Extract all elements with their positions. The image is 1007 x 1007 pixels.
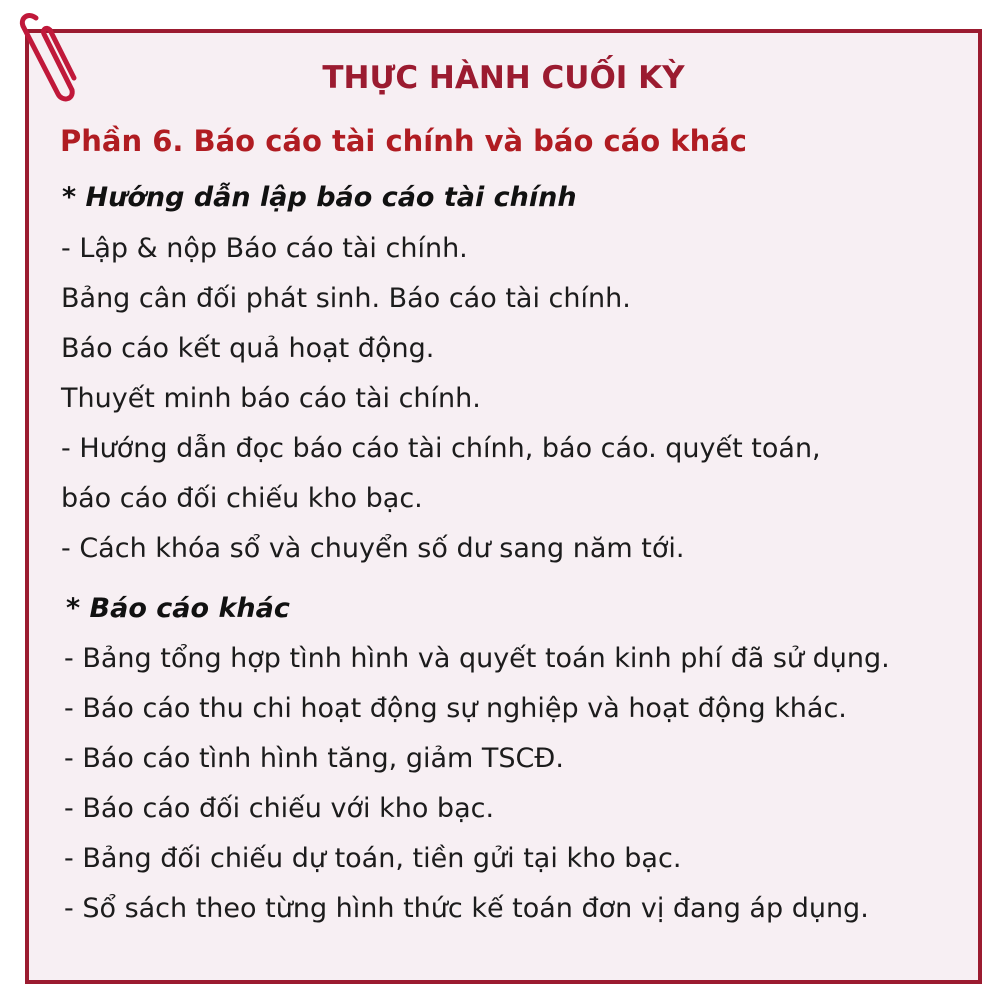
list-item: Thuyết minh báo cáo tài chính.: [61, 383, 481, 414]
list-item: Báo cáo kết quả hoạt động.: [61, 333, 435, 364]
list-item: - Bảng đối chiếu dự toán, tiền gửi tại kho bạc.: [64, 843, 682, 874]
list-item: báo cáo đối chiếu kho bạc.: [61, 483, 423, 514]
subheading-financial-report-guide: * Hướng dẫn lập báo cáo tài chính: [62, 182, 577, 213]
list-item: - Báo cáo đối chiếu với kho bạc.: [64, 793, 495, 824]
list-item: - Hướng dẫn đọc báo cáo tài chính, báo cáo. quyết toán,: [61, 433, 821, 464]
list-item: - Lập & nộp Báo cáo tài chính.: [61, 233, 468, 264]
list-item: - Sổ sách theo từng hình thức kế toán đơn vị đang áp dụng.: [64, 893, 869, 924]
list-item: - Bảng tổng hợp tình hình và quyết toán kinh phí đã sử dụng.: [64, 643, 890, 674]
list-item: - Báo cáo tình hình tăng, giảm TSCĐ.: [64, 743, 564, 774]
list-item: Bảng cân đối phát sinh. Báo cáo tài chính.: [61, 283, 631, 314]
list-item: - Báo cáo thu chi hoạt động sự nghiệp và hoạt động khác.: [64, 693, 847, 724]
list-item: - Cách khóa sổ và chuyển số dư sang năm tới.: [61, 533, 685, 564]
section-heading: Phần 6. Báo cáo tài chính và báo cáo khác: [60, 124, 747, 158]
page-title: THỰC HÀNH CUỐI KỲ: [322, 60, 685, 96]
subheading-other-reports: * Báo cáo khác: [66, 593, 290, 624]
